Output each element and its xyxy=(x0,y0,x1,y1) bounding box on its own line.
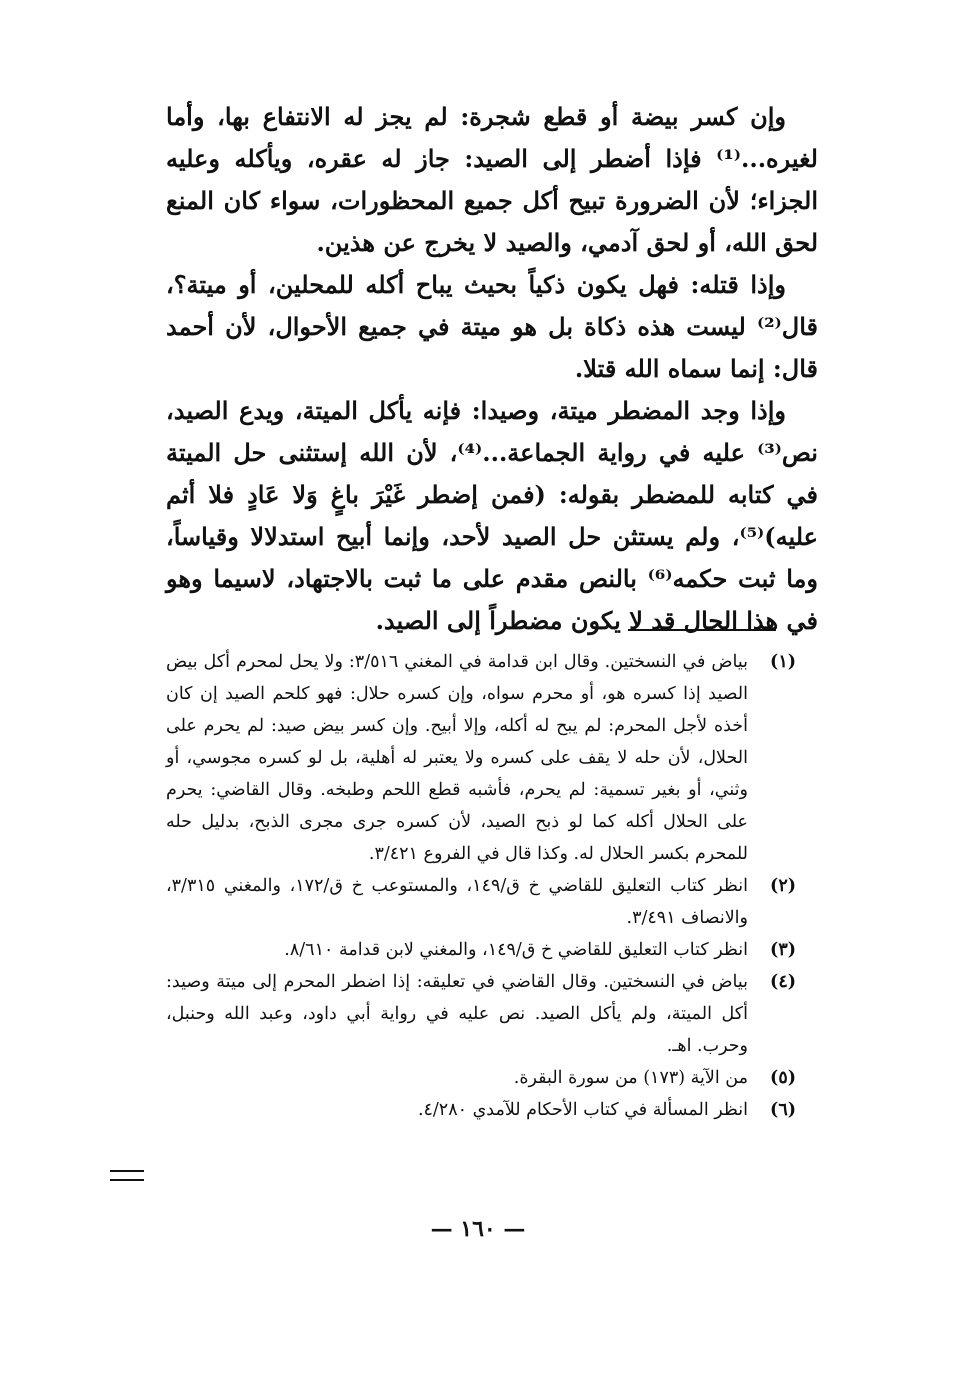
footnote-number: (٤) xyxy=(770,972,796,992)
main-text xyxy=(166,96,818,642)
footnote-text: انظر كتاب التعليق للقاضي خ ق/١٤٩، والمغني لابن قدامة ٨/٦١٠. xyxy=(284,940,748,960)
footnote-2 xyxy=(166,870,796,934)
footnote-separator xyxy=(628,629,776,631)
page-number: — ١٦٠ — xyxy=(430,1216,526,1242)
footnote-3 xyxy=(166,934,796,966)
footnotes xyxy=(166,646,796,1126)
footnote-1 xyxy=(166,646,796,870)
footnote-5 xyxy=(166,1062,796,1094)
footnote-text: انظر المسألة في كتاب الأحكام للآمدي ٤/٢٨٠. xyxy=(417,1100,748,1120)
end-mark xyxy=(110,1170,144,1181)
footnote-6 xyxy=(166,1094,796,1126)
footnote-text: بياض في النسختين. وقال القاضي في تعليقه: إذا اضطر المحرم إلى ميتة وصيد: أكل الميتة، ولم يأكل الصيد. نص عليه في رواية أبي داود، وعبد الله وحنبل، وحرب. اهـ. xyxy=(166,972,748,1056)
footnote-text: انظر كتاب التعليق للقاضي خ ق/١٤٩، والمستوعب خ ق/١٧٢، والمغني ٣/٣١٥، والانصاف ٣/٤٩١. xyxy=(166,876,748,928)
paragraph-2: وإذا قتله: فهل يكون ذكياً بحيث يباح أكله للمحلين، أو ميتة؟، قال⁽²⁾ ليست هذه ذكاة بل هو ميتة في جميع الأحوال، لأن أحمد قال: إنما سماه الله قتلا. xyxy=(166,270,819,383)
footnote-number: (٣) xyxy=(770,940,796,960)
footnote-number: (٥) xyxy=(770,1068,796,1088)
paragraph-1: وإن كسر بيضة أو قطع شجرة: لم يجز له الانتفاع بها، وأما لغيره...⁽¹⁾ فإذا أضطر إلى الصيد: جاز له عقره، ويأكله وعليه الجزاء؛ لأن الضرورة تبيح أكل جميع المحظورات، سواء كان المنع لحق الله، أو لحق آدمي، والصيد لا يخرج عن هذين. xyxy=(166,102,818,257)
paragraph-3: وإذا وجد المضطر ميتة، وصيدا: فإنه يأكل الميتة، ويدع الصيد، نص⁽³⁾ عليه في رواية الجماعة...⁽⁴⁾، لأن الله إستثنى حل الميتة في كتابه للمضطر بقوله: (فمن إضطر غَيْرَ باغٍ وَلا عَادٍ فلا أثم عليه)⁽⁵⁾، ولم يستثن حل الصيد لأحد، وإنما أبيح استدلالا وقياساً، وما ثبت حكمه⁽⁶⁾ بالنص مقدم على ما ثبت بالاجتهاد، لاسيما وهو في هذا الحال قد لا يكون مضطراً إلى الصيد. xyxy=(166,396,819,635)
footnote-number: (١) xyxy=(770,652,796,672)
footnote-text: بياض في النسختين. وقال ابن قدامة في المغني ٣/٥١٦: ولا يحل لمحرم أكل بيض الصيد إذا كسره هو، أو محرم سواه، وإن كسره حلال: فهو كلحم الصيد إن كان أخذه لأجل المحرم: لم يبح له أكله، وإلا أبيح. وإن كسر بيض صيد: لم يحرم على الحلال، لأن حله لا يقف على كسره ولا يعتبر له أهلية، بل لو كسره مجوسي، أو وثني، أو بغير تسمية: لم يحرم، فأشبه قطع اللحم وطبخه. وقال القاضي: يحرم على الحلال أكله كما لو ذبح الصيد، لأن كسره جرى مجرى الذبح، بدليل حله للمحرم بكسر الحلال له. وكذا قال في الفروع ٣/٤٢١. xyxy=(166,652,748,864)
footnote-number: (٦) xyxy=(770,1100,796,1120)
footnote-text: من الآية (١٧٣) من سورة البقرة. xyxy=(513,1068,748,1088)
footnote-number: (٢) xyxy=(770,876,796,896)
footnote-4 xyxy=(166,966,796,1062)
